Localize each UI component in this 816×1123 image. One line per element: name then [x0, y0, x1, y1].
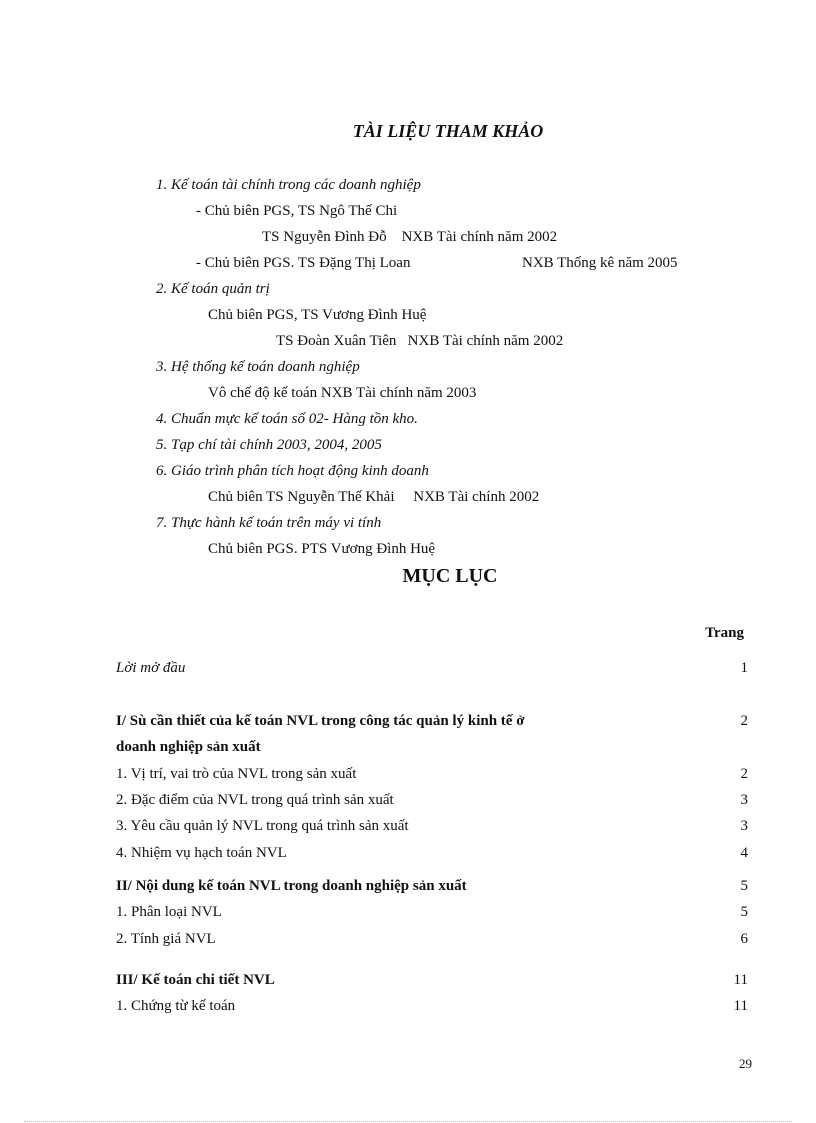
toc-entry-text: I/ Sù cần thiết của kế toán NVL trong công tác quản lý kinh tế ở — [116, 713, 525, 729]
toc-entry-page: 11 — [733, 998, 748, 1014]
toc-entry-page: 4 — [740, 845, 748, 861]
toc-entry-page: 1 — [740, 660, 748, 676]
toc-entry-text: Lời mở đầu — [116, 660, 186, 676]
toc-entry-page: 3 — [740, 792, 748, 808]
toc-entry-page: 2 — [740, 713, 748, 729]
toc-entry-text: 2. Đặc điểm của NVL trong quá trình sản xuất — [116, 792, 394, 808]
toc-entry-text: 1. Vị trí, vai trò của NVL trong sản xuất — [116, 766, 357, 782]
reference-line: Chủ biên PGS, TS Vương Đình Huệ — [208, 307, 427, 323]
reference-heading-6: 6. Giáo trình phân tích hoạt động kinh doanh — [156, 463, 429, 479]
reference-heading-2: 2. Kế toán quản trị — [156, 281, 270, 297]
toc-entry-text: III/ Kế toán chi tiết NVL — [116, 972, 275, 988]
reference-heading-5: 5. Tạp chí tài chính 2003, 2004, 2005 — [156, 437, 382, 453]
toc-entry-page: 3 — [740, 818, 748, 834]
toc-title: MỤC LỤC — [402, 565, 498, 587]
page-edge-divider — [24, 1121, 792, 1122]
toc-entry-text: 4. Nhiệm vụ hạch toán NVL — [116, 845, 287, 861]
toc-entry-text: 2. Tính giá NVL — [116, 931, 216, 947]
reference-heading-7: 7. Thực hành kế toán trên máy vi tính — [156, 515, 382, 531]
toc-entry-page: 2 — [740, 766, 748, 782]
toc-entry-page: 11 — [733, 972, 748, 988]
reference-line: Vô chế độ kế toán NXB Tài chính năm 2003 — [208, 385, 477, 401]
reference-heading-1: 1. Kế toán tài chính trong các doanh nghiệp — [156, 177, 421, 193]
reference-line: NXB Thống kê năm 2005 — [522, 255, 678, 271]
toc-entry-page: 5 — [740, 878, 748, 894]
reference-line: TS Đoàn Xuân Tiên NXB Tài chính năm 2002 — [276, 333, 564, 349]
reference-line: TS Nguyễn Đình Đỗ NXB Tài chính năm 2002 — [262, 229, 558, 245]
references-title: TÀI LIỆU THAM KHẢO — [352, 121, 544, 141]
reference-heading-3: 3. Hệ thống kế toán doanh nghiệp — [156, 359, 360, 375]
reference-line: - Chủ biên PGS, TS Ngô Thế Chi — [196, 203, 398, 219]
toc-entry-text: 3. Yêu cầu quản lý NVL trong quá trình sản xuất — [116, 818, 409, 834]
toc-entry-text: II/ Nội dung kế toán NVL trong doanh nghiệp sản xuất — [116, 878, 467, 894]
reference-line: Chủ biên PGS. PTS Vương Đình Huệ — [208, 541, 436, 557]
reference-heading-4: 4. Chuẩn mực kế toán số 02- Hàng tồn kho. — [156, 411, 418, 427]
page-number: 29 — [739, 1056, 752, 1071]
toc-page-header: Trang — [705, 625, 744, 641]
toc-entry-text: 1. Phân loại NVL — [116, 904, 222, 920]
toc-entry-page: 6 — [740, 931, 748, 947]
toc-entry-page: 5 — [740, 904, 748, 920]
toc-entry-text-cont: doanh nghiệp sản xuất — [116, 739, 261, 755]
reference-line: Chủ biên TS Nguyễn Thế Khải NXB Tài chính 2002 — [208, 489, 540, 505]
toc-entry-text: 1. Chứng từ kế toán — [116, 998, 236, 1014]
reference-line: - Chủ biên PGS. TS Đặng Thị Loan — [196, 255, 411, 271]
